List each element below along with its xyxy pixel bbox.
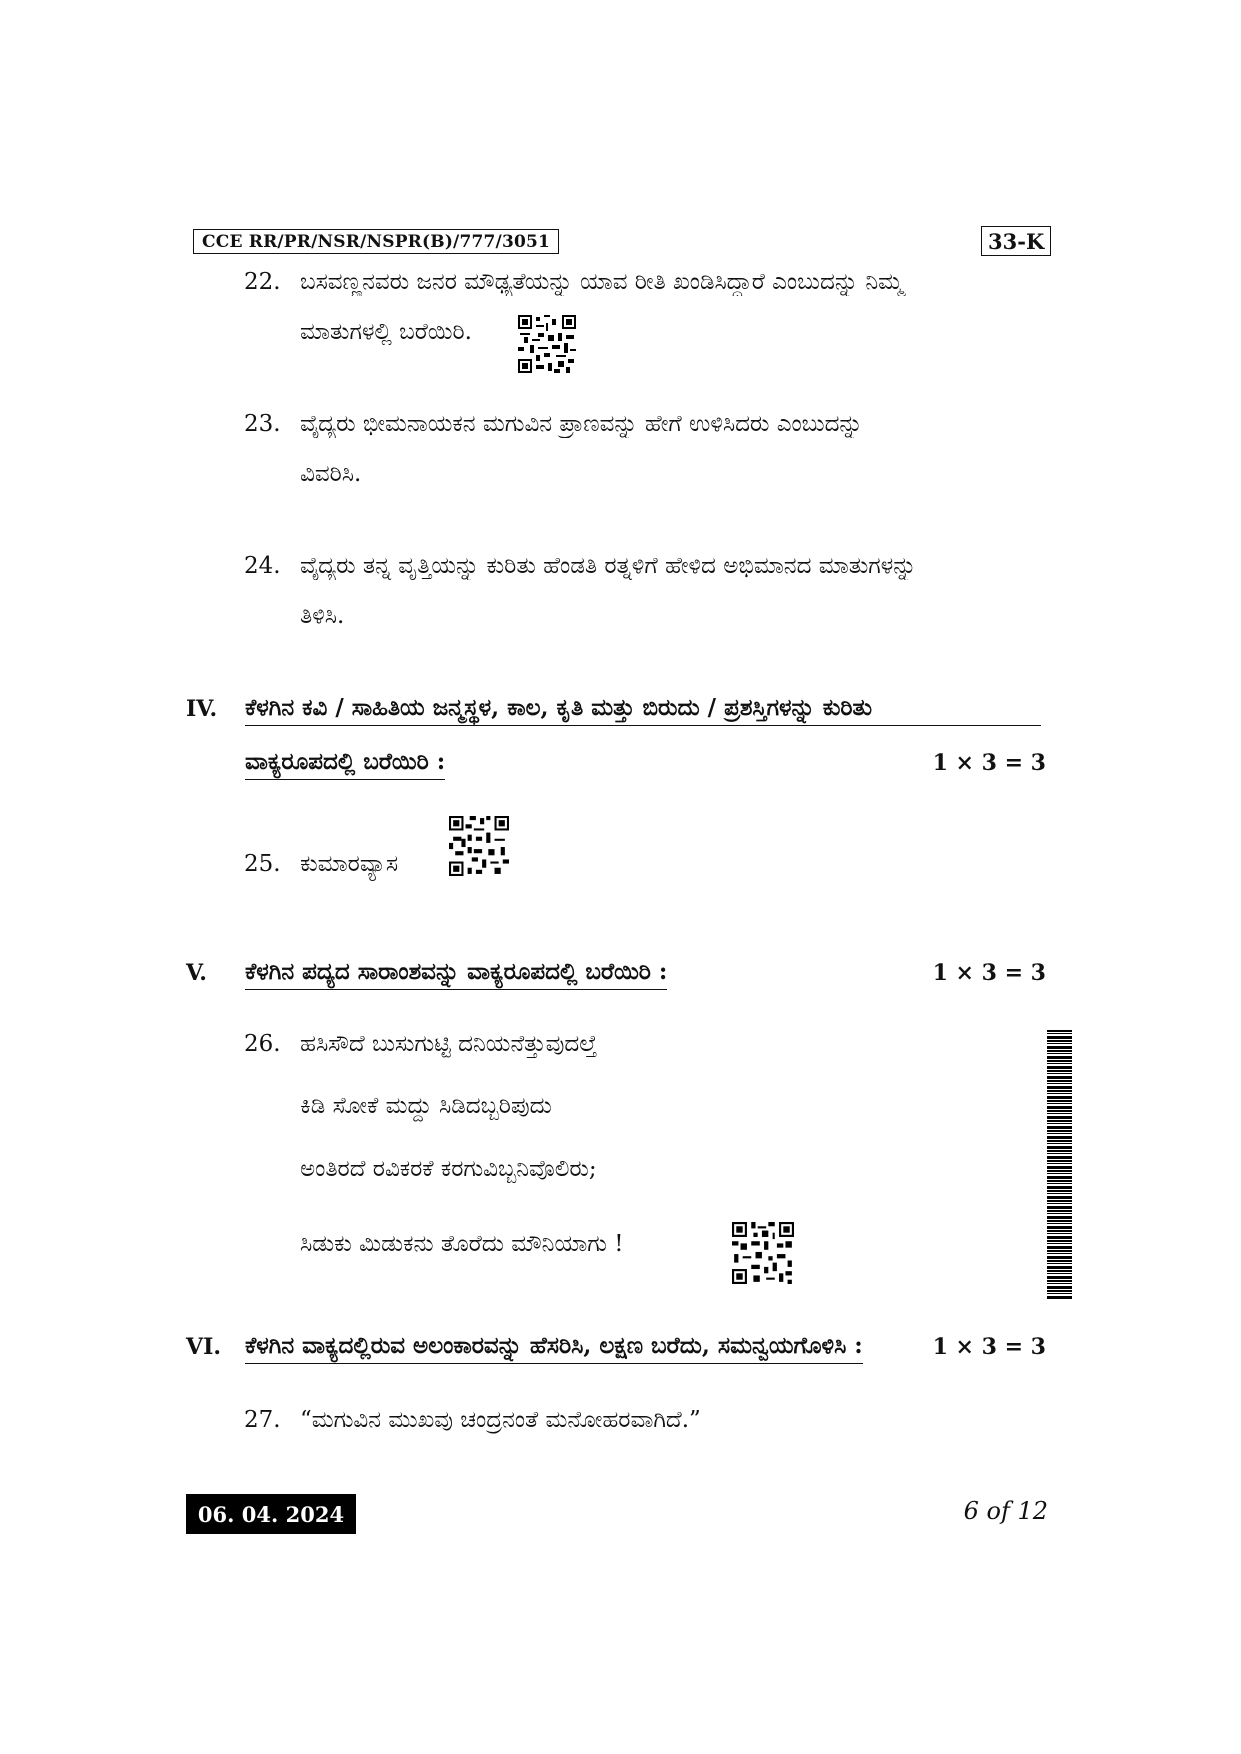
q24-line2: ತಿಳಿಸಿ. — [300, 603, 345, 629]
section-v-instruction: ಕೆಳಗಿನ ಪದ್ಯದ ಸಾರಾಂಶವನ್ನು ವಾಕ್ಯರೂಪದಲ್ಲಿ ಬರೆಯಿರಿ : — [245, 958, 667, 990]
q22-line1: ಬಸವಣ್ಣನವರು ಜನರ ಮೌಢ್ಯತೆಯನ್ನು ಯಾವ ರೀತಿ ಖಂಡಿಸಿದ್ದಾರೆ ಎಂಬುದನ್ನು ನಿಮ್ಮ — [300, 269, 904, 295]
section-vi-instruction: ಕೆಳಗಿನ ವಾಕ್ಯದಲ್ಲಿರುವ ಅಲಂಕಾರವನ್ನು ಹೆಸರಿಸಿ, ಲಕ್ಷಣ ಬರೆದು, ಸಮನ್ವಯಗೊಳಿಸಿ : — [245, 1332, 863, 1364]
q26-poem-line: ಅಂತಿರದೆ ರವಿಕರಕೆ ಕರಗುವಿಬ್ಬನಿವೊಲಿರು; — [300, 1156, 597, 1182]
q25-number: 25. — [244, 851, 281, 877]
q22-number: 22. — [244, 269, 281, 295]
qr-code-icon — [732, 1222, 794, 1284]
section-vi-marks: 1 × 3 = 3 — [932, 1334, 1046, 1360]
paper-number: 33-K — [981, 226, 1051, 256]
qr-code-icon — [449, 816, 509, 876]
section-iv-number: IV. — [186, 696, 218, 722]
section-v-number: V. — [186, 960, 207, 986]
q23-number: 23. — [244, 411, 281, 437]
q24-line1: ವೈದ್ಯರು ತನ್ನ ವೃತ್ತಿಯನ್ನು ಕುರಿತು ಹೆಂಡತಿ ರತ್ನಳಿಗೆ ಹೇಳಿದ ಅಭಿಮಾನದ ಮಾತುಗಳನ್ನು — [300, 553, 917, 579]
q27-number: 27. — [244, 1407, 281, 1433]
page-number: 6 of 12 — [963, 1497, 1048, 1525]
barcode-icon — [1047, 1030, 1072, 1300]
q26-poem-line: ಸಿಡುಕು ಮಿಡುಕನು ತೊರೆದು ಮೌನಿಯಾಗು ! — [300, 1231, 624, 1257]
q27-text: “ಮಗುವಿನ ಮುಖವು ಚಂದ್ರನಂತೆ ಮನೋಹರವಾಗಿದೆ.” — [300, 1407, 701, 1433]
exam-date: 06. 04. 2024 — [186, 1494, 356, 1534]
q23-line1: ವೈದ್ಯರು ಭೀಮನಾಯಕನ ಮಗುವಿನ ಪ್ರಾಣವನ್ನು ಹೇಗೆ ಉಳಿಸಿದರು ಎಂಬುದನ್ನು — [300, 411, 863, 437]
section-vi-number: VI. — [186, 1334, 222, 1360]
section-iv-instruction-line2: ವಾಕ್ಯರೂಪದಲ್ಲಿ ಬರೆಯಿರಿ : — [245, 748, 445, 780]
section-iv-marks: 1 × 3 = 3 — [932, 750, 1046, 776]
q26-poem-line: ಹಸಿಸೌದೆ ಬುಸುಗುಟ್ಟಿ ದನಿಯನೆತ್ತುವುದಲ್ತೆ — [300, 1031, 597, 1057]
q24-number: 24. — [244, 553, 281, 579]
section-v-marks: 1 × 3 = 3 — [932, 960, 1046, 986]
qr-code-icon — [518, 315, 576, 373]
q25-text: ಕುಮಾರವ್ಯಾಸ — [300, 851, 399, 877]
q26-number: 26. — [244, 1031, 281, 1057]
q22-line2: ಮಾತುಗಳಲ್ಲಿ ಬರೆಯಿರಿ. — [300, 319, 472, 345]
q26-poem-line: ಕಿಡಿ ಸೋಕೆ ಮದ್ದು ಸಿಡಿದಬ್ಬರಿಪುದು — [300, 1093, 552, 1119]
q23-line2: ವಿವರಿಸಿ. — [300, 461, 362, 487]
paper-code: CCE RR/PR/NSR/NSPR(B)/777/3051 — [193, 229, 559, 254]
section-iv-instruction-line1: ಕೆಳಗಿನ ಕವಿ / ಸಾಹಿತಿಯ ಜನ್ಮಸ್ಥಳ, ಕಾಲ, ಕೃತಿ ಮತ್ತು ಬಿರುದು / ಪ್ರಶಸ್ತಿಗಳನ್ನು ಕುರಿತು — [245, 694, 1041, 726]
